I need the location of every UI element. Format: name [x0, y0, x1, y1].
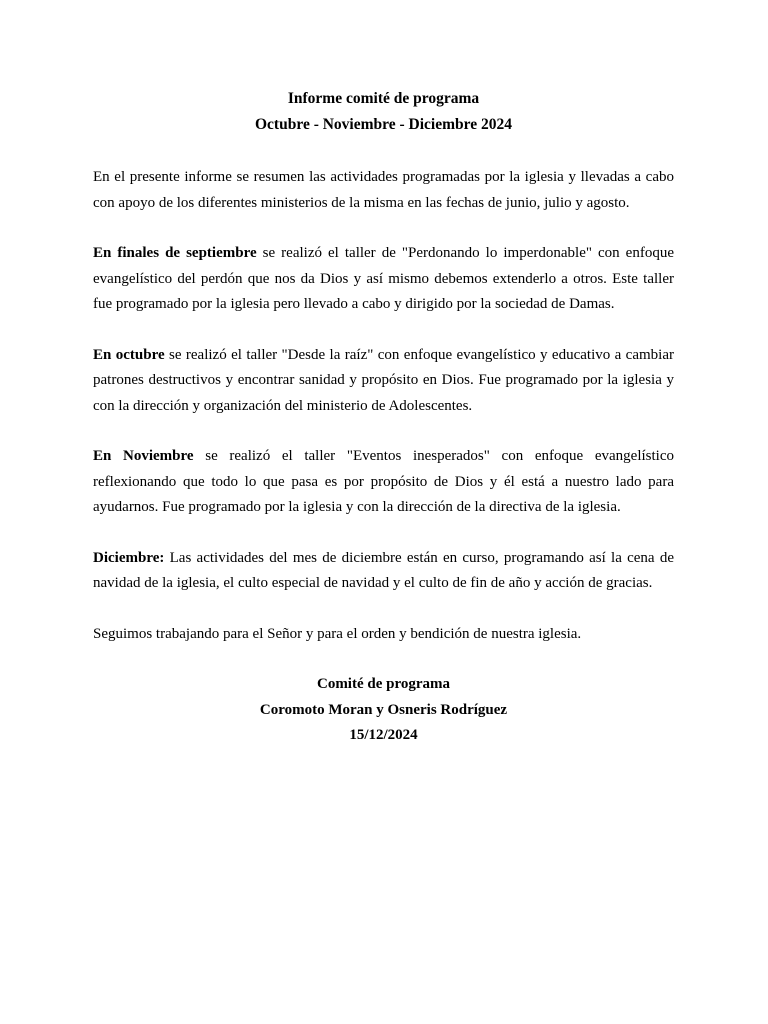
signature-names: Coromoto Moran y Osneris Rodríguez — [259, 701, 508, 718]
section-lead: En finales de septiembre — [93, 245, 257, 261]
intro-paragraph: En el presente informe se resumen las actividades programadas por la iglesia y llevadas a cabo con apoyo de los diferentes ministerios de la misma en las fechas de junio, julio y agosto. — [93, 169, 674, 211]
document-title: Informe comité de programa — [287, 90, 480, 107]
section-november — [93, 444, 674, 521]
spacer — [93, 318, 674, 343]
spacer — [93, 138, 674, 165]
closing-paragraph: Seguimos trabajando para el Señor y para el orden y bendición de nuestra iglesia. — [93, 625, 582, 642]
spacer — [93, 597, 674, 622]
section-text: se realizó el taller "Eventos inesperados" con enfoque evangelístico reflexionando que todo lo que pasa es por propósito de Dios y él está a nuestro lado para ayudarnos. Fue programado por la iglesia y con la dirección de la directiva de la iglesia. — [93, 448, 674, 515]
spacer — [93, 521, 674, 546]
spacer — [93, 419, 674, 444]
section-lead: Diciembre: — [93, 549, 165, 566]
document-period: Octubre - Noviembre - Diciembre 2024 — [255, 116, 512, 133]
section-lead: En octubre — [93, 346, 165, 363]
section-text: se realizó el taller de "Perdonando lo imperdonable" con enfoque evangelístico del perdón que nos da Dios y así mismo debemos extenderlo a otros. Este taller fue programado por la iglesia pero llevado a cabo y dirigido por la sociedad de Damas. — [93, 245, 674, 312]
section-december — [93, 546, 674, 597]
section-lead: En Noviembre — [93, 448, 194, 464]
spacer — [93, 216, 674, 241]
section-text: Las actividades del mes de diciembre están en curso, programando así la cena de navidad de la iglesia, el culto especial de navidad y el culto de fin de año y acción de gracias. — [93, 549, 674, 591]
signature-date: 15/12/2024 — [349, 727, 418, 743]
section-september — [93, 241, 674, 318]
document-page — [93, 86, 674, 749]
section-text: se realizó el taller "Desde la raíz" con enfoque evangelístico y educativo a cambiar patrones destructivos y encontrar sanidad y propósito en Dios. Fue programado por la iglesia y con la dirección y organización del ministerio de Adolescentes. — [93, 346, 674, 414]
signature-committee: Comité de programa — [316, 676, 451, 692]
section-october — [93, 343, 674, 420]
spacer — [93, 647, 674, 672]
